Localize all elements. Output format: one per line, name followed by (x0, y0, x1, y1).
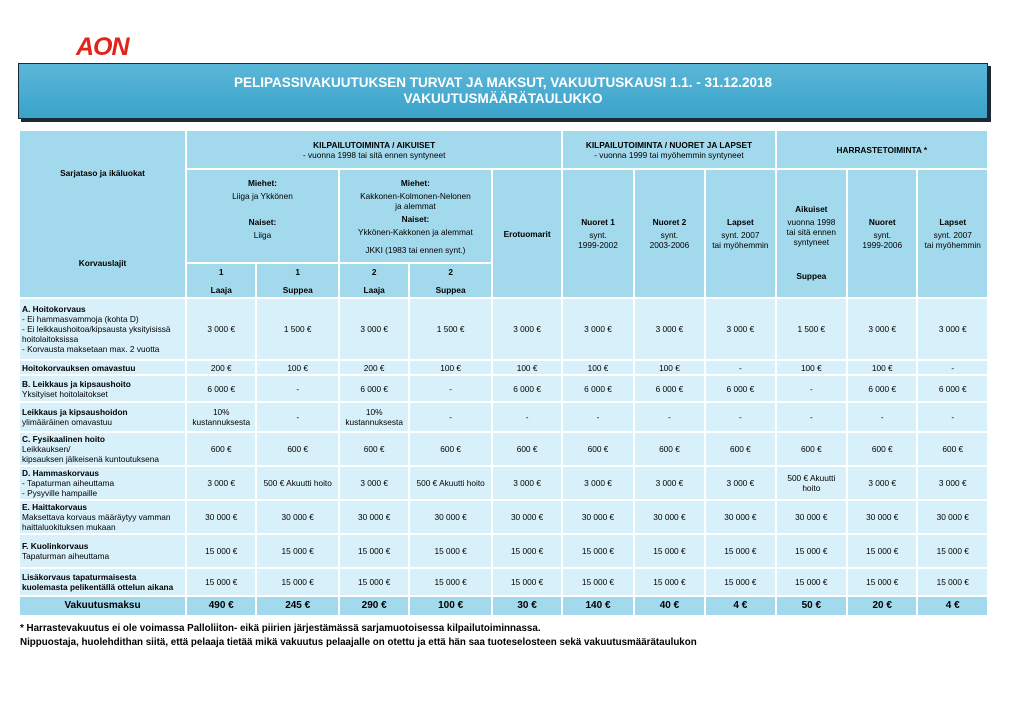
value-cell: 6 000 € (848, 376, 916, 401)
value-cell: 15 000 € (563, 569, 632, 595)
value-cell: 15 000 € (410, 535, 491, 567)
nuoret1-synt: synt. (589, 230, 607, 240)
row-label (20, 376, 185, 401)
table-row (20, 361, 987, 374)
value-cell: - (563, 403, 632, 431)
header-erotuomarit: Erotuomarit (493, 170, 561, 297)
col-num-1 (187, 264, 255, 297)
row-label-line: - Korvausta maksetaan max. 2 vuotta (22, 344, 160, 354)
value-cell: 10% kustannuksesta (340, 403, 408, 431)
value-cell: 15 000 € (635, 535, 704, 567)
table-row (20, 403, 987, 431)
value-cell: 600 € (777, 433, 846, 465)
value-cell: - (493, 403, 561, 431)
jkki-label: JKKI (1983 tai ennen synt.) (365, 244, 466, 255)
h-lapset-label: Lapset (939, 217, 967, 227)
value-cell: 10% kustannuksesta (187, 403, 255, 431)
value-cell: 1 500 € (410, 299, 491, 359)
nuoret1-years: 1999-2002 (578, 240, 618, 250)
value-cell: 15 000 € (493, 569, 561, 595)
h-lapset-synt: synt. 2007 (933, 230, 972, 240)
value-cell: 100 € (493, 361, 561, 374)
row-label (20, 403, 185, 431)
lapset-later: tai myöhemmin (712, 240, 769, 250)
value-cell: 500 € Akuutti hoito (410, 467, 491, 499)
row-label-line: - Pysyville hampaille (22, 488, 98, 498)
value-cell: - (410, 376, 491, 401)
value-cell: 3 000 € (563, 299, 632, 359)
value-cell: 3 000 € (918, 467, 987, 499)
value-cell: 15 000 € (848, 535, 916, 567)
h-nuoret-label: Nuoret (868, 217, 896, 227)
row-label-line: - Ei leikkaushoitoa/kipsausta yksityisissä hoitolaitoksissa (22, 324, 171, 344)
value-cell: 100 € (777, 361, 846, 374)
value-cell: - (848, 403, 916, 431)
row-label-line: Hoitokorvauksen omavastuu (22, 362, 136, 373)
table-row (20, 376, 987, 401)
value-cell: 600 € (918, 433, 987, 465)
value-cell: 200 € (340, 361, 408, 374)
col-num-4-text: 2 (448, 266, 453, 277)
value-cell: - (257, 376, 338, 401)
value-cell: 100 € (635, 361, 704, 374)
value-cell: 30 000 € (635, 501, 704, 533)
footer-value: 30 € (493, 597, 561, 615)
value-cell: 3 000 € (493, 299, 561, 359)
value-cell: - (918, 361, 987, 374)
row-label (20, 361, 185, 374)
title-banner (18, 63, 988, 119)
value-cell: 30 000 € (493, 501, 561, 533)
liiga-ykkonen-label: Liiga ja Ykkönen (232, 191, 293, 201)
insurance-table (18, 129, 989, 617)
value-cell: 3 000 € (187, 467, 255, 499)
group-kilpailu-nuoret (563, 131, 774, 168)
row-label-line: C. Fysikaalinen hoito (22, 434, 105, 444)
value-cell: 100 € (848, 361, 916, 374)
header-lapset (706, 170, 774, 297)
aon-logo (76, 34, 129, 60)
header-liiga-ykkonen (187, 170, 338, 262)
value-cell: - (706, 403, 774, 431)
value-cell: 6 000 € (918, 376, 987, 401)
value-cell: 15 000 € (635, 569, 704, 595)
kakkonen-label-b: ja alemmat (395, 200, 436, 211)
value-cell: 6 000 € (493, 376, 561, 401)
value-cell: 15 000 € (777, 569, 846, 595)
value-cell: 100 € (257, 361, 338, 374)
value-cell: 15 000 € (493, 535, 561, 567)
value-cell: 15 000 € (706, 535, 774, 567)
row-label-line: B. Leikkaus ja kipsaushoito (22, 378, 131, 389)
row-label (20, 467, 185, 499)
footer-value: 245 € (257, 597, 338, 615)
footer-value: 4 € (706, 597, 774, 615)
value-cell: 1 500 € (777, 299, 846, 359)
lapset-label: Lapset (727, 217, 754, 227)
row-label-line: E. Haittakorvaus (22, 502, 88, 512)
sarjataso-header-cell (20, 131, 185, 297)
row-label-line: - Tapaturman aiheuttama (22, 478, 115, 488)
value-cell: 6 000 € (706, 376, 774, 401)
value-cell: 600 € (635, 433, 704, 465)
value-cell: 3 000 € (848, 299, 916, 359)
value-cell: 15 000 € (848, 569, 916, 595)
value-cell: - (777, 403, 846, 431)
footer-value: 4 € (918, 597, 987, 615)
value-cell: 600 € (340, 433, 408, 465)
table-row (20, 299, 987, 359)
group-kilpailu-aikuiset (187, 131, 561, 168)
value-cell: 15 000 € (257, 535, 338, 567)
value-cell: 3 000 € (340, 299, 408, 359)
value-cell: 15 000 € (257, 569, 338, 595)
value-cell: 600 € (410, 433, 491, 465)
value-cell: 3 000 € (848, 467, 916, 499)
lapset-synt: synt. 2007 (721, 230, 760, 240)
h-aikuiset-suppea: Suppea (796, 271, 827, 281)
footnote (20, 622, 697, 650)
footer-value: 40 € (635, 597, 704, 615)
value-cell: - (410, 403, 491, 431)
header-nuoret1 (563, 170, 632, 297)
value-cell: 15 000 € (706, 569, 774, 595)
value-cell: 600 € (706, 433, 774, 465)
value-cell: 6 000 € (635, 376, 704, 401)
nuoret1-label: Nuoret 1 (581, 217, 615, 227)
value-cell: 500 € Akuutti hoito (257, 467, 338, 499)
value-cell: 3 000 € (493, 467, 561, 499)
row-label-line: Maksettava korvaus määräytyy vamman haittaluokituksen mukaan (22, 512, 171, 532)
row-label (20, 299, 185, 359)
row-label (20, 535, 185, 567)
value-cell: - (918, 403, 987, 431)
row-label-line: Yksityiset hoitolaitokset (22, 388, 108, 399)
kakkonen-label-a: Kakkonen-Kolmonen-Nelonen (360, 190, 471, 201)
table-row (20, 569, 987, 595)
value-cell: 30 000 € (257, 501, 338, 533)
group-kilpailu-aikuiset-sub: - vuonna 1998 tai sitä ennen syntyneet (302, 149, 446, 160)
value-cell: 30 000 € (563, 501, 632, 533)
group-kilpailu-aikuiset-title: KILPAILUTOIMINTA / AIKUISET (313, 139, 436, 150)
value-cell: 6 000 € (340, 376, 408, 401)
row-label-line: A. Hoitokorvaus (22, 304, 86, 314)
value-cell: 30 000 € (918, 501, 987, 533)
row-label (20, 501, 185, 533)
h-lapset-later: tai myöhemmin (924, 240, 981, 250)
value-cell: 3 000 € (706, 299, 774, 359)
footer-value: 290 € (340, 597, 408, 615)
naiset-label-2: Naiset: (401, 213, 430, 224)
group-kilpailu-nuoret-sub: - vuonna 1999 tai myöhemmin syntyneet (594, 149, 744, 160)
h-nuoret-synt: synt. (873, 230, 891, 240)
value-cell: 6 000 € (563, 376, 632, 401)
value-cell: 200 € (187, 361, 255, 374)
h-aikuiset-label: Aikuiset (795, 204, 828, 214)
title-line-2: VAKUUTUSMÄÄRÄTAULUKKO (403, 91, 603, 106)
row-label-line: Leikkauksen/ (22, 444, 71, 454)
value-cell: 30 000 € (848, 501, 916, 533)
value-cell: 600 € (848, 433, 916, 465)
h-aikuiset-l2: tai sitä ennen (786, 227, 836, 237)
value-cell: 100 € (410, 361, 491, 374)
value-cell: - (635, 403, 704, 431)
header-h-lapset (918, 170, 987, 297)
row-label-line: ylimääräinen omavastuu (22, 417, 112, 427)
table-row (20, 501, 987, 533)
value-cell: 15 000 € (410, 569, 491, 595)
value-cell: 600 € (563, 433, 632, 465)
row-label-line: D. Hammaskorvaus (22, 468, 100, 478)
table-row (20, 535, 987, 567)
footer-label: Vakuutusmaksu (20, 597, 185, 615)
nuoret2-years: 2003-2006 (649, 240, 690, 250)
value-cell: 15 000 € (340, 569, 408, 595)
value-cell: 15 000 € (187, 535, 255, 567)
table-row (20, 433, 987, 465)
value-cell: 15 000 € (187, 569, 255, 595)
value-cell: 3 000 € (187, 299, 255, 359)
value-cell: 30 000 € (777, 501, 846, 533)
value-cell: 6 000 € (187, 376, 255, 401)
row-label-line: F. Kuolinkorvaus (22, 541, 89, 551)
col-type-2-text: Suppea (282, 284, 313, 295)
liiga-label: Liiga (253, 230, 272, 240)
sarjataso-label: Sarjataso ja ikäluokat (60, 168, 145, 178)
miehet-label-2: Miehet: (400, 177, 430, 188)
col-num-2-text: 1 (295, 266, 301, 277)
title-line-1: PELIPASSIVAKUUTUKSEN TURVAT JA MAKSUT, VAKUUTUSKAUSI 1.1. - 31.12.2018 (233, 75, 773, 90)
nuoret2-label: Nuoret 2 (652, 217, 687, 227)
row-label-line: Lisäkorvaus tapaturmaisesta kuolemasta pelikentällä ottelun aikana (22, 572, 174, 592)
value-cell: 3 000 € (706, 467, 774, 499)
table-row (20, 467, 987, 499)
value-cell: 3 000 € (635, 467, 704, 499)
value-cell: 3 000 € (635, 299, 704, 359)
col-num-1-text: 1 (218, 266, 224, 277)
group-harraste: HARRASTETOIMINTA * (777, 131, 987, 168)
value-cell: - (706, 361, 774, 374)
col-num-2 (257, 264, 338, 297)
col-num-4 (410, 264, 491, 297)
value-cell: 100 € (563, 361, 632, 374)
value-cell: 15 000 € (918, 569, 987, 595)
row-label (20, 433, 185, 465)
footnote-line-2: Nippuostaja, huolehdithan siitä, että pelaaja tietää mikä vakuutus pelaajalle on otettu ja että hän saa tuoteselosteen sekä vakuutusmäärätaulukon (20, 637, 697, 648)
h-aikuiset-l1: vuonna 1998 (787, 217, 836, 227)
footer-row (20, 597, 987, 615)
col-num-3-text: 2 (371, 266, 377, 277)
value-cell: 30 000 € (410, 501, 491, 533)
value-cell: 600 € (493, 433, 561, 465)
value-cell: 30 000 € (340, 501, 408, 533)
header-kakkonen (340, 170, 491, 262)
col-type-1-text: Laaja (210, 284, 232, 295)
value-cell: 15 000 € (777, 535, 846, 567)
value-cell: - (257, 403, 338, 431)
footer-value: 20 € (848, 597, 916, 615)
value-cell: 15 000 € (563, 535, 632, 567)
value-cell: 500 € Akuutti hoito (777, 467, 846, 499)
col-type-3-text: Laaja (363, 284, 385, 295)
header-nuoret2 (635, 170, 704, 297)
value-cell: 15 000 € (340, 535, 408, 567)
value-cell: 30 000 € (706, 501, 774, 533)
row-label (20, 569, 185, 595)
h-nuoret-years: 1999-2006 (862, 240, 903, 250)
footer-value: 100 € (410, 597, 491, 615)
footer-value: 140 € (563, 597, 632, 615)
value-cell: 1 500 € (257, 299, 338, 359)
value-cell: 15 000 € (918, 535, 987, 567)
nuoret2-synt: synt. (660, 230, 679, 240)
value-cell: 600 € (187, 433, 255, 465)
row-label-line: kipsauksen jälkeisenä kuntoutuksena (22, 454, 159, 464)
value-cell: - (777, 376, 846, 401)
col-num-3 (340, 264, 408, 297)
h-aikuiset-l3: syntyneet (793, 237, 830, 247)
logo-text: AON (76, 32, 129, 61)
ykkonen-kakkonen-label: Ykkönen-Kakkonen ja alemmat (357, 226, 473, 237)
header-h-nuoret (848, 170, 916, 297)
group-kilpailu-nuoret-title: KILPAILUTOIMINTA / NUORET JA LAPSET (585, 139, 753, 150)
footnote-line-1: * Harrastevakuutus ei ole voimassa Palloliiton- eikä piirien järjestämässä sarjamuotoisessa kilpailutoiminnassa. (20, 623, 541, 634)
value-cell: 3 000 € (918, 299, 987, 359)
value-cell: 3 000 € (340, 467, 408, 499)
footer-value: 490 € (187, 597, 255, 615)
header-h-aikuiset (777, 170, 846, 297)
value-cell: 600 € (257, 433, 338, 465)
footer-value: 50 € (777, 597, 846, 615)
miehet-label: Miehet: (247, 178, 278, 188)
naiset-label: Naiset: (248, 217, 277, 227)
korvauslajit-label: Korvauslajit (78, 258, 127, 268)
value-cell: 3 000 € (563, 467, 632, 499)
row-label-line: - Ei hammasvammoja (kohta D) (22, 314, 139, 324)
value-cell: 30 000 € (187, 501, 255, 533)
table-body (20, 299, 987, 595)
row-label-line: Leikkaus ja kipsaushoidon (22, 407, 128, 417)
col-type-4-text: Suppea (435, 284, 466, 295)
row-label-line: Tapaturman aiheuttama (22, 551, 110, 561)
